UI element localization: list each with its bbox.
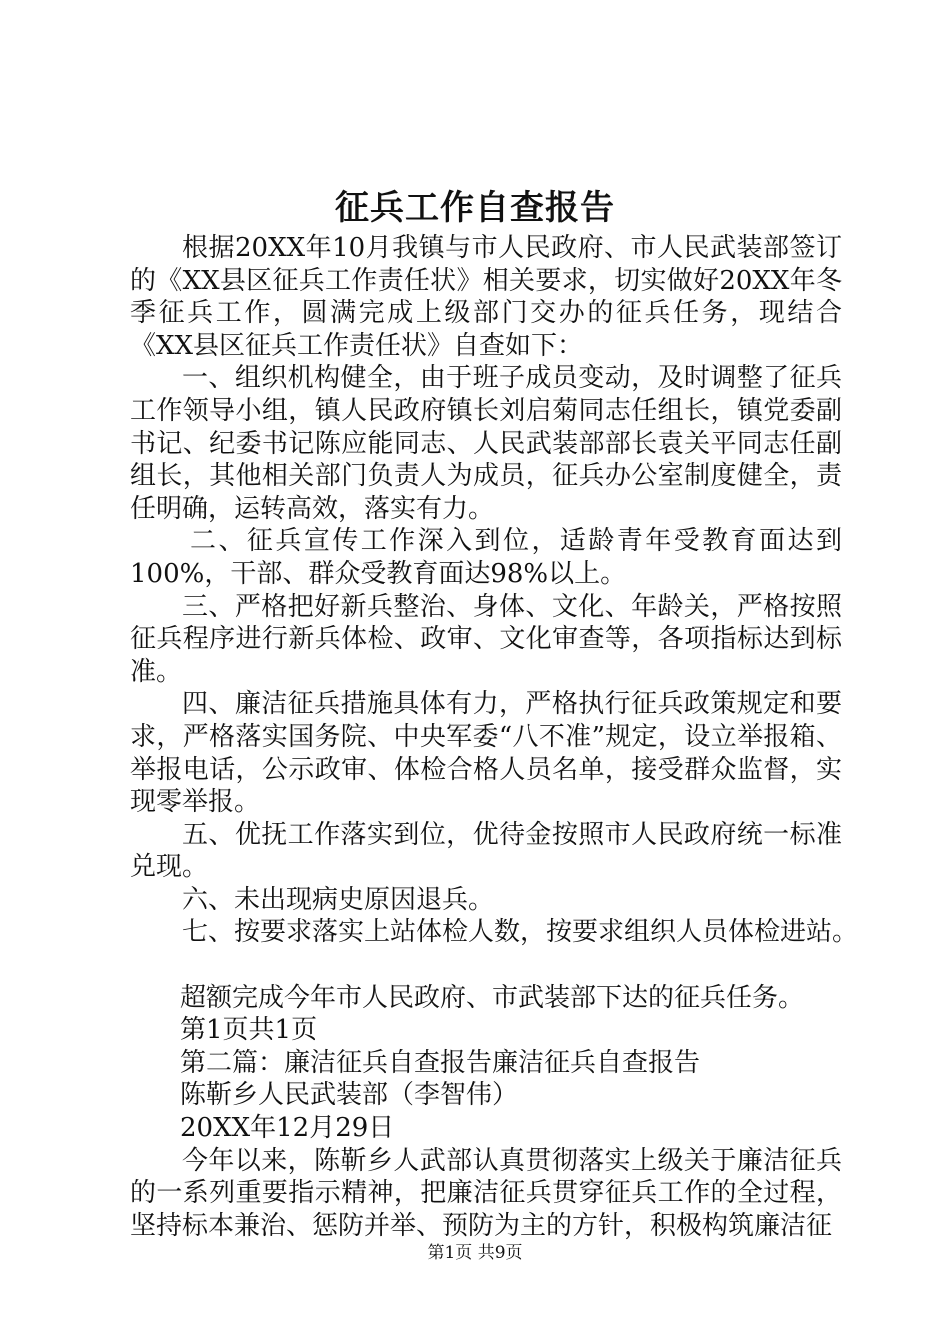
second-article-date: 20XX年12月29日 (180, 1113, 395, 1144)
blank-line (130, 949, 842, 982)
intro-paragraph: 根据20XX年10月我镇与市人民政府、市人民武装部签订的《XX县区征兵工作责任状》相关要求，切实做好20XX年冬季征兵工作，圆满完成上级部门交办的征兵任务，现结合《XX县区征兵工作责任状》自查如下： (130, 233, 842, 361)
item-1-paragraph: 一、组织机构健全，由于班子成员变动，及时调整了征兵工作领导小组，镇人民政府镇长刘启菊同志任组长，镇党委副书记、纪委书记陈应能同志、人民武装部部长袁关平同志任副组长，其他相关部门负责人为成员，征兵办公室制度健全，责任明确，运转高效，落实有力。 (130, 363, 842, 524)
item-4-paragraph: 四、廉洁征兵措施具体有力，严格执行征兵政策规定和要求，严格落实国务院、中央军委“八不准”规定，设立举报箱、举报电话，公示政审、体检合格人员名单，接受群众监督，实现零举报。 (130, 689, 842, 818)
second-article-title: 第二篇：廉洁征兵自查报告廉洁征兵自查报告 (180, 1047, 701, 1078)
closing-line: 超额完成今年市人民政府、市武装部下达的征兵任务。 (180, 982, 805, 1013)
item-5-paragraph: 五、优抚工作落实到位，优待金按照市人民政府统一标准兑现。 (130, 819, 842, 883)
document-body (130, 232, 859, 1242)
item-3-paragraph: 三、严格把好新兵整治、身体、文化、年龄关，严格按照征兵程序进行新兵体检、政审、文化审查等，各项指标达到标准。 (130, 591, 842, 687)
item-7-paragraph: 七、按要求落实上站体检人数，按要求组织人员体检进站。 (182, 917, 859, 948)
second-article-author: 陈靳乡人民武装部（李智伟） (180, 1080, 519, 1111)
document-title: 征兵工作自查报告 (335, 188, 615, 228)
item-6-paragraph: 六、未出现病史原因退兵。 (182, 884, 495, 915)
second-article-paragraph: 今年以来，陈靳乡人武部认真贯彻落实上级关于廉洁征兵的一系列重要指示精神，把廉洁征兵贯穿征兵工作的全过程，坚持标本兼治、惩防并举、预防为主的方针，积极构筑廉洁征 (130, 1145, 842, 1241)
item-2-paragraph: 二、征兵宣传工作深入到位，适龄青年受教育面达到100%，干部、群众受教育面达98%以上。 (130, 526, 842, 589)
page-footer: 第1页 共9页 (427, 1243, 523, 1263)
page-note: 第1页共1页 (180, 1015, 318, 1046)
